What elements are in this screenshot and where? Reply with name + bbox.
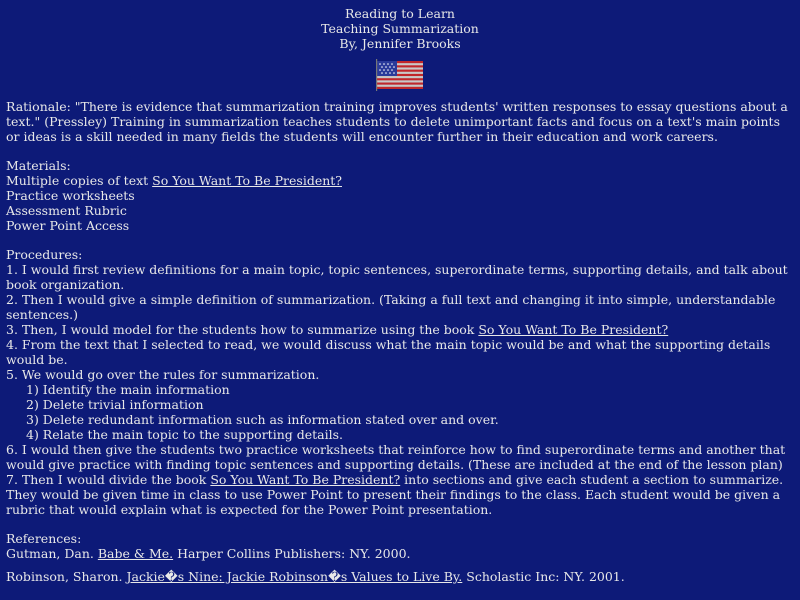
procedure-step	[6, 322, 794, 337]
procedure-step	[6, 472, 794, 517]
flag-container	[6, 59, 794, 91]
materials-heading: Materials:	[6, 158, 71, 173]
rule-item: 1) Identify the main information	[26, 382, 230, 397]
rule-item: 3) Delete redundant information such as information stated over and over.	[26, 412, 499, 427]
procedure-step-text: into sections and give each student a section to summarize. They would be given time in class to use Power Point to present their findings to the class. Each student would be given a rubric that would explain what is expected for the Power Point presentation.	[6, 472, 784, 517]
procedure-step: 1. I would first review definitions for a main topic, topic sentences, superordinate terms, supporting details, and talk about book organization.	[6, 262, 788, 292]
materials-item: Assessment Rubric	[6, 203, 127, 218]
procedure-step: 5. We would go over the rules for summarization.	[6, 367, 320, 382]
materials-item	[6, 173, 794, 188]
rule-item: 2) Delete trivial information	[26, 397, 204, 412]
procedure-step: 2. Then I would give a simple definition of summarization. (Taking a full text and changing it into simple, understandable sentences.)	[6, 292, 776, 322]
materials-item: Practice worksheets	[6, 188, 135, 203]
page-title: Reading to Learn	[345, 6, 455, 21]
reference-publisher: Scholastic Inc: NY. 2001.	[462, 569, 625, 584]
reference-publisher: Harper Collins Publishers: NY. 2000.	[173, 546, 411, 561]
page-subtitle: Teaching Summarization	[321, 21, 479, 36]
rationale-paragraph: Rationale: "There is evidence that summarization training improves students' written responses to essay questions about a text." (Pressley) Training in summarization teaches students to delete unimportant facts and focus on a text's main points or ideas is a skill needed in many fields the students will encounter further in their education and work careers.	[6, 99, 788, 144]
book-link[interactable]: So You Want To Be President?	[210, 472, 401, 487]
procedures-heading: Procedures:	[6, 247, 83, 262]
procedure-step: 4. From the text that I selected to read, we would discuss what the main topic would be and what the supporting details would be.	[6, 337, 771, 367]
procedure-step: 6. I would then give the students two practice worksheets that reinforce how to find superordinate terms and another that would give practice with finding topic sentences and supporting details. (These are included at the end of the lesson plan)	[6, 442, 786, 472]
reference-author: Gutman, Dan.	[6, 546, 98, 561]
procedure-step-text: 3. Then, I would model for the students how to summarize using the book	[6, 322, 479, 337]
materials-section	[6, 158, 794, 233]
procedure-step-text: 7. Then I would divide the book	[6, 472, 211, 487]
rule-item: 4) Relate the main topic to the supporting details.	[26, 427, 343, 442]
book-link[interactable]: So You Want To Be President?	[152, 173, 342, 188]
materials-item-text: Multiple copies of text	[6, 173, 153, 188]
procedures-section	[6, 247, 794, 517]
document-header	[6, 6, 794, 51]
american-flag-icon	[376, 59, 424, 91]
reference-author: Robinson, Sharon.	[6, 569, 127, 584]
reference-item	[6, 546, 794, 561]
references-section	[6, 531, 794, 561]
reference-item	[6, 569, 794, 584]
reference-title-link[interactable]: Babe & Me.	[97, 546, 174, 561]
book-link[interactable]: So You Want To Be President?	[478, 322, 669, 337]
reference-title-link[interactable]: Jackie�s Nine: Jackie Robinson�s Values to Live By.	[126, 569, 463, 584]
references-heading: References:	[6, 531, 82, 546]
materials-item: Power Point Access	[6, 218, 130, 233]
author-byline: By, Jennifer Brooks	[339, 36, 461, 51]
references-section-continued	[6, 569, 794, 584]
